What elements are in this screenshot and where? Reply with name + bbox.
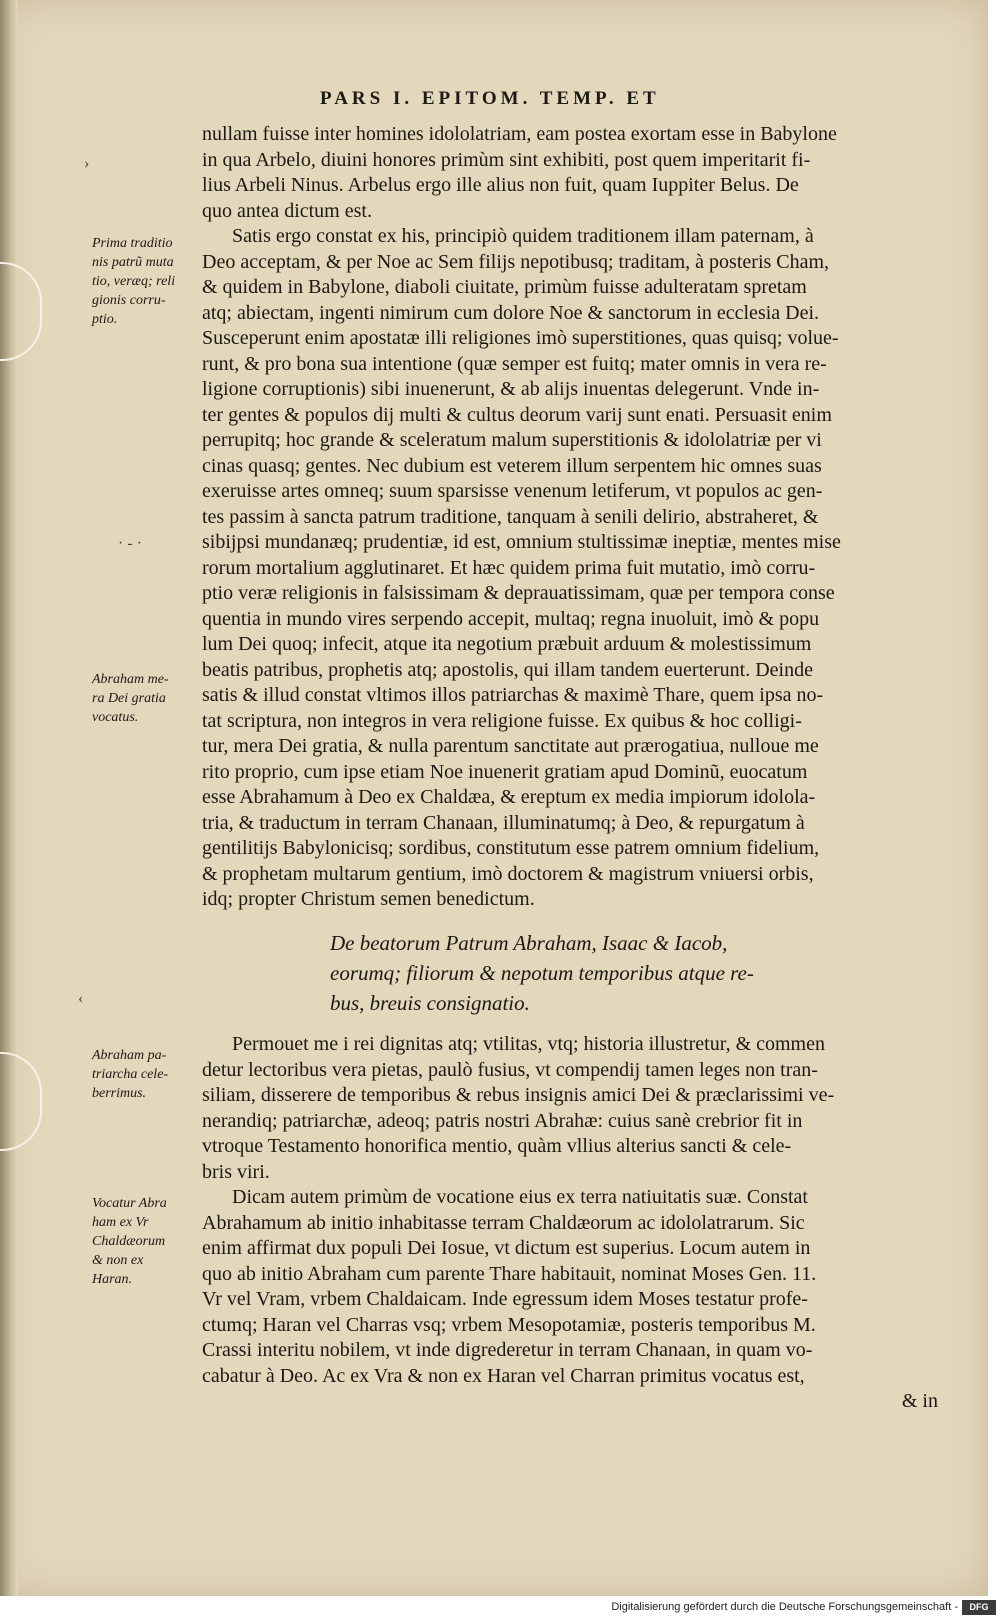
funding-notice: Digitalisierung gefördert durch die Deutsche Forschungsgemeinschaft -: [611, 1601, 958, 1613]
margin-note-abraham-patriarcha: [92, 1046, 202, 1103]
text-line: quentia in mundo vires serpendo accepit, multaq; regna inuoluit, imò & popu: [202, 607, 820, 630]
text-line: ctumq; Haran vel Charras vsq; vrbem Mesopotamiæ, posteris temporibus M.: [202, 1313, 816, 1336]
margin-note-line: nis patrũ muta: [92, 255, 174, 270]
text-line: esse Abrahamum à Deo ex Chaldæa, & ereptum ex media impiorum idolola-: [202, 786, 816, 808]
text-line: siliam, disserere de temporibus & rebus insignis amici Dei & præclarissimi ve-: [202, 1084, 835, 1106]
margin-mark: · - ·: [118, 535, 142, 552]
text-line: nullam fuisse inter homines idololatriam, eam postea exortam esse in Babylone: [202, 123, 837, 145]
margin-note-line: tio, veræq; reli: [92, 274, 176, 289]
margin-note-line: ra Dei gratia: [92, 691, 166, 706]
text-line: & prophetam multarum gentium, imò doctorem & magistrum vniuersi orbis,: [202, 862, 814, 885]
text-line: & in: [901, 1390, 938, 1412]
margin-note-line: Abraham pa-: [92, 1048, 167, 1063]
text-line: Vr vel Vram, vrbem Chaldaicam. Inde egressum idem Moses testatur profe-: [202, 1288, 808, 1310]
text-line: ptio veræ religionis in falsissimam & deprauatissimam, quæ per tempora conse: [202, 582, 835, 604]
text-line: idq; propter Christum semen benedictum.: [202, 888, 535, 910]
text-line: beatis patribus, prophetis atq; apostolis, qui illam tandem euerterunt. Deinde: [202, 658, 813, 681]
margin-note-line: berrimus.: [92, 1086, 147, 1101]
margin-note-prima-traditio: [92, 234, 202, 329]
text-line: Satis ergo constat ex his, principiò quidem traditionem illam paternam, à: [232, 225, 814, 247]
footer-bar: [0, 1598, 1000, 1620]
margin-note-vocatur-abraham: [92, 1194, 202, 1289]
page-gutter: [0, 0, 18, 1596]
margin-note-line: Abraham me-: [92, 672, 169, 687]
text-line: satis & illud constat vltimos illos patriarchas & maximè Thare, quem ipsa no-: [202, 684, 824, 706]
text-line: ligione corruptionis) sibi inuenerunt, & ab alijs inuentas delegerunt. Vnde in-: [202, 378, 820, 400]
text-line: tur, mera Dei gratia, & nulla parentum sanctitate aut prærogatiua, nulloue me: [202, 735, 819, 757]
text-line: quo ab initio Abraham cum parente Thare habitauit, nominat Moses Gen. 11.: [202, 1262, 817, 1285]
heading-line: bus, breuis consignatio.: [330, 991, 530, 1015]
text-line: nerandiq; patriarchæ, adeoq; patris nostri Abrahæ: cuius sanè crebrior fit in: [202, 1109, 803, 1132]
binding-string-upper: [0, 262, 42, 361]
text-line: ter gentes & populos dij multi & cultus deorum varij sunt enati. Persuasit enim: [202, 403, 832, 426]
text-line: lum Dei quoq; infecit, atque ita negotium præbuit arduum & molestissimum: [202, 633, 812, 655]
dfg-logo: DFG: [962, 1600, 996, 1615]
text-line: quo antea dictum est.: [202, 199, 372, 222]
margin-note-line: triarcha cele-: [92, 1067, 169, 1082]
text-line: tes passim à sancta patrum traditione, tanquam à senili delirio, abstraheret, &: [202, 505, 819, 528]
heading-line: De beatorum Patrum Abraham, Isaac & Iacob,: [330, 931, 728, 955]
margin-note-line: & non ex: [92, 1253, 144, 1268]
body-text-top: [202, 122, 942, 913]
margin-note-line: ham ex Vr: [92, 1215, 149, 1230]
margin-note-abraham-mera: [92, 670, 202, 727]
text-line: Abrahamum ab initio inhabitasse terram Chaldæorum ac idololatrarum. Sic: [202, 1211, 805, 1234]
text-line: rito proprio, cum ipse etiam Noe inuenerit gratiam apud Dominũ, euocatum: [202, 760, 808, 783]
binding-string-lower: [0, 1052, 42, 1151]
text-line: gentilitijs Babylonicisq; sordibus, constitutum esse patrem omnium fidelium,: [202, 837, 820, 859]
text-line: lius Arbeli Ninus. Arbelus ergo ille alius non fuit, quam Iuppiter Belus. De: [202, 174, 799, 196]
margin-note-line: Vocatur Abra: [92, 1196, 167, 1211]
text-line: rorum mortalium agglutinaret. Et hæc quidem prima fuit mutatio, imò corru-: [202, 556, 816, 579]
margin-note-line: vocatus.: [92, 710, 139, 725]
text-line: Susceperunt enim apostatæ illi religiones imò superstitiones, quas quisq; volue-: [202, 327, 839, 349]
section-heading: [330, 928, 890, 1018]
margin-mark: ‹: [78, 990, 84, 1007]
text-line: Permouet me i rei dignitas atq; vtilitas, vtq; historia illustretur, & commen: [232, 1033, 825, 1055]
margin-note-line: Haran.: [92, 1272, 133, 1287]
text-line: cabatur à Deo. Ac ex Vra & non ex Haran vel Charran primitus vocatus est,: [202, 1364, 805, 1387]
text-line: & quidem in Babylone, diaboli ciuitate, primùm fuisse adulteratam spretam: [202, 276, 807, 298]
margin-note-line: ptio.: [92, 312, 118, 327]
text-line: exeruisse artes omneq; suum sparsisse venenum letiferum, vt populos ac gen-: [202, 480, 823, 502]
text-line: atq; abiectam, ingenti nimirum cum dolore Noe & sanctorum in ecclesia Dei.: [202, 301, 820, 324]
text-line: bris viri.: [202, 1160, 270, 1183]
margin-note-line: Chaldæorum: [92, 1234, 166, 1249]
text-line: enim affirmat dux populi Dei Iosue, vt dictum est superius. Locum autem in: [202, 1237, 811, 1259]
text-line: Crassi interitu nobilem, vt inde digrederetur in terram Chanaan, in quam vo-: [202, 1339, 813, 1361]
heading-line: eorumq; filiorum & nepotum temporibus atque re-: [330, 961, 754, 985]
text-line: detur lectoribus vera pietas, paulò fusius, vt compendij tamen leges non tran-: [202, 1058, 818, 1081]
running-head: PARS I. EPITOM. TEMP. ET: [320, 88, 660, 109]
text-line: runt, & pro bona sua intentione (quæ semper est fuitq; mater omnis in vera re-: [202, 352, 827, 375]
margin-note-line: gionis corru-: [92, 293, 166, 308]
margin-mark: ›: [84, 155, 90, 172]
text-line: perrupitq; hoc grande & sceleratum malum superstitionis & idololatriæ per vi: [202, 429, 822, 451]
body-text-bottom: [202, 1032, 942, 1415]
text-line: tria, & traductum in terram Chanaan, illuminatumq; à Deo, & repurgatum à: [202, 811, 805, 834]
text-line: tat scriptura, non integros in vera religione fuisse. Ex quibus & hoc colligi-: [202, 709, 802, 732]
text-line: Deo acceptam, & per Noe ac Sem filijs nepotibusq; traditam, à posteris Cham,: [202, 250, 830, 273]
text-line: in qua Arbelo, diuini honores primùm sint exhibiti, post quem imperitarit fi-: [202, 148, 811, 171]
margin-note-line: Prima traditio: [92, 236, 173, 251]
text-line: cinas quasq; gentes. Nec dubium est veterem illum serpentem hic omnes suas: [202, 454, 822, 477]
text-line: sibijpsi mundanæq; prudentiæ, id est, omnium stultissimæ ineptiæ, mentes mise: [202, 531, 841, 553]
text-line: Dicam autem primùm de vocatione eius ex terra natiuitatis suæ. Constat: [232, 1186, 808, 1208]
text-line: vtroque Testamento honorifica mentio, quàm vllius alterius sancti & cele-: [202, 1135, 792, 1157]
